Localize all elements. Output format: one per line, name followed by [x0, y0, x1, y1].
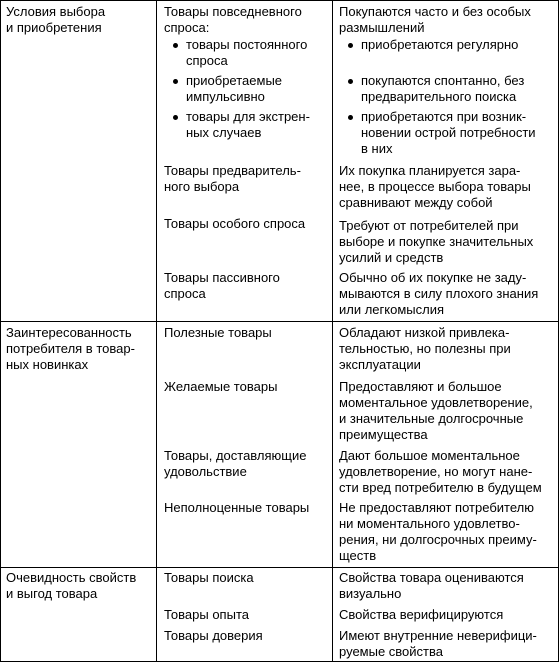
bullet-icon [348, 79, 353, 84]
criterion-line: потребителя в товар- [6, 341, 135, 356]
subtype-line: приобретаемые [186, 73, 283, 88]
subtype-description-line: покупаются спонтанно, без [361, 73, 525, 88]
row-divider-2 [0, 567, 559, 568]
product-type-line: ного выбора [164, 179, 240, 194]
description-line: мываются в силу плохого знания [339, 286, 539, 301]
description-line: и значительные долгосрочные [339, 411, 524, 426]
bullet-icon [173, 79, 178, 84]
subtype-description-line: новении острой потребности [361, 125, 536, 140]
subtype-line: товары постоянного [186, 37, 308, 52]
row-divider-1 [0, 321, 559, 322]
criterion-line: ных новинках [6, 357, 89, 372]
product-type-line: Товары пассивного [164, 270, 280, 285]
description-line: Обычно об их покупке не заду- [339, 270, 527, 285]
criterion-line: Очевидность свойств [6, 570, 137, 585]
description-line: нее, в процессе выбора товары [339, 179, 531, 194]
criterion-line: Условия выбора [6, 4, 106, 19]
bullet-icon [348, 43, 353, 48]
description-line: удовлетворение, но могут нане- [339, 464, 533, 479]
description-line: Предоставляют и большое [339, 379, 502, 394]
description-line: Требуют от потребителей при [339, 218, 519, 233]
description-line: усилий и средств [339, 250, 444, 265]
criterion-line: и выгод товара [6, 586, 98, 601]
description-line: тельностью, но полезны при [339, 341, 511, 356]
subtype-line: импульсивно [186, 89, 265, 104]
column-divider-2 [332, 0, 333, 662]
description-line: визуально [339, 586, 402, 601]
description-line: ществ [339, 548, 377, 563]
description-line: Свойства верифицируются [339, 607, 504, 622]
description-line: преимущества [339, 427, 428, 442]
description-line: Свойства товара оцениваются [339, 570, 524, 585]
product-type-line: Товары опыта [164, 607, 249, 622]
product-type-line: Товары повседневного [164, 4, 302, 19]
bullet-icon [173, 115, 178, 120]
description-line: выборе и покупке значительных [339, 234, 534, 249]
description-line: Имеют внутренние неверифици- [339, 628, 537, 643]
subtype-line: спроса [186, 53, 228, 68]
subtype-line: товары для экстрен- [186, 109, 310, 124]
description-line: моментальное удовлетворение, [339, 395, 533, 410]
description-line: Дают большое моментальное [339, 448, 520, 463]
product-type-line: спроса: [164, 20, 210, 35]
product-type-line: Полезные товары [164, 325, 272, 340]
description-line: рения, ни долгосрочных преиму- [339, 532, 537, 547]
description-line: ни моментального удовлетво- [339, 516, 520, 531]
product-type-line: спроса [164, 286, 206, 301]
description-line: эксплуатации [339, 357, 421, 372]
description-line: Не предоставляют потребителю [339, 500, 534, 515]
subtype-description-line: приобретаются при возник- [361, 109, 527, 124]
product-type-line: Товары доверия [164, 628, 263, 643]
bullet-icon [173, 43, 178, 48]
product-type-line: Товары особого спроса [164, 216, 306, 231]
description-line: сравнивают между собой [339, 195, 493, 210]
subtype-description-line: в них [361, 141, 393, 156]
description-line: Их покупка планируется зара- [339, 163, 521, 178]
description-line: или легкомыслия [339, 302, 445, 317]
product-type-line: Желаемые товары [164, 379, 278, 394]
bullet-icon [348, 115, 353, 120]
description-line: Обладают низкой привлека- [339, 325, 510, 340]
product-type-line: Товары предваритель- [164, 163, 301, 178]
description-line: сти вред потребителю в будущем [339, 480, 542, 495]
subtype-description-line: предварительного поиска [361, 89, 517, 104]
criterion-line: и приобретения [6, 20, 102, 35]
product-type-line: Товары поиска [164, 570, 254, 585]
criterion-line: Заинтересованность [6, 325, 132, 340]
description-line: размышлений [339, 20, 425, 35]
column-divider-1 [156, 0, 157, 662]
description-line: руемые свойства [339, 644, 443, 659]
description-line: Покупаются часто и без особых [339, 4, 531, 19]
product-type-line: удовольствие [164, 464, 247, 479]
product-type-line: Неполноценные товары [164, 500, 310, 515]
product-type-line: Товары, доставляющие [164, 448, 307, 463]
subtype-line: ных случаев [186, 125, 262, 140]
subtype-description-line: приобретаются регулярно [361, 37, 519, 52]
